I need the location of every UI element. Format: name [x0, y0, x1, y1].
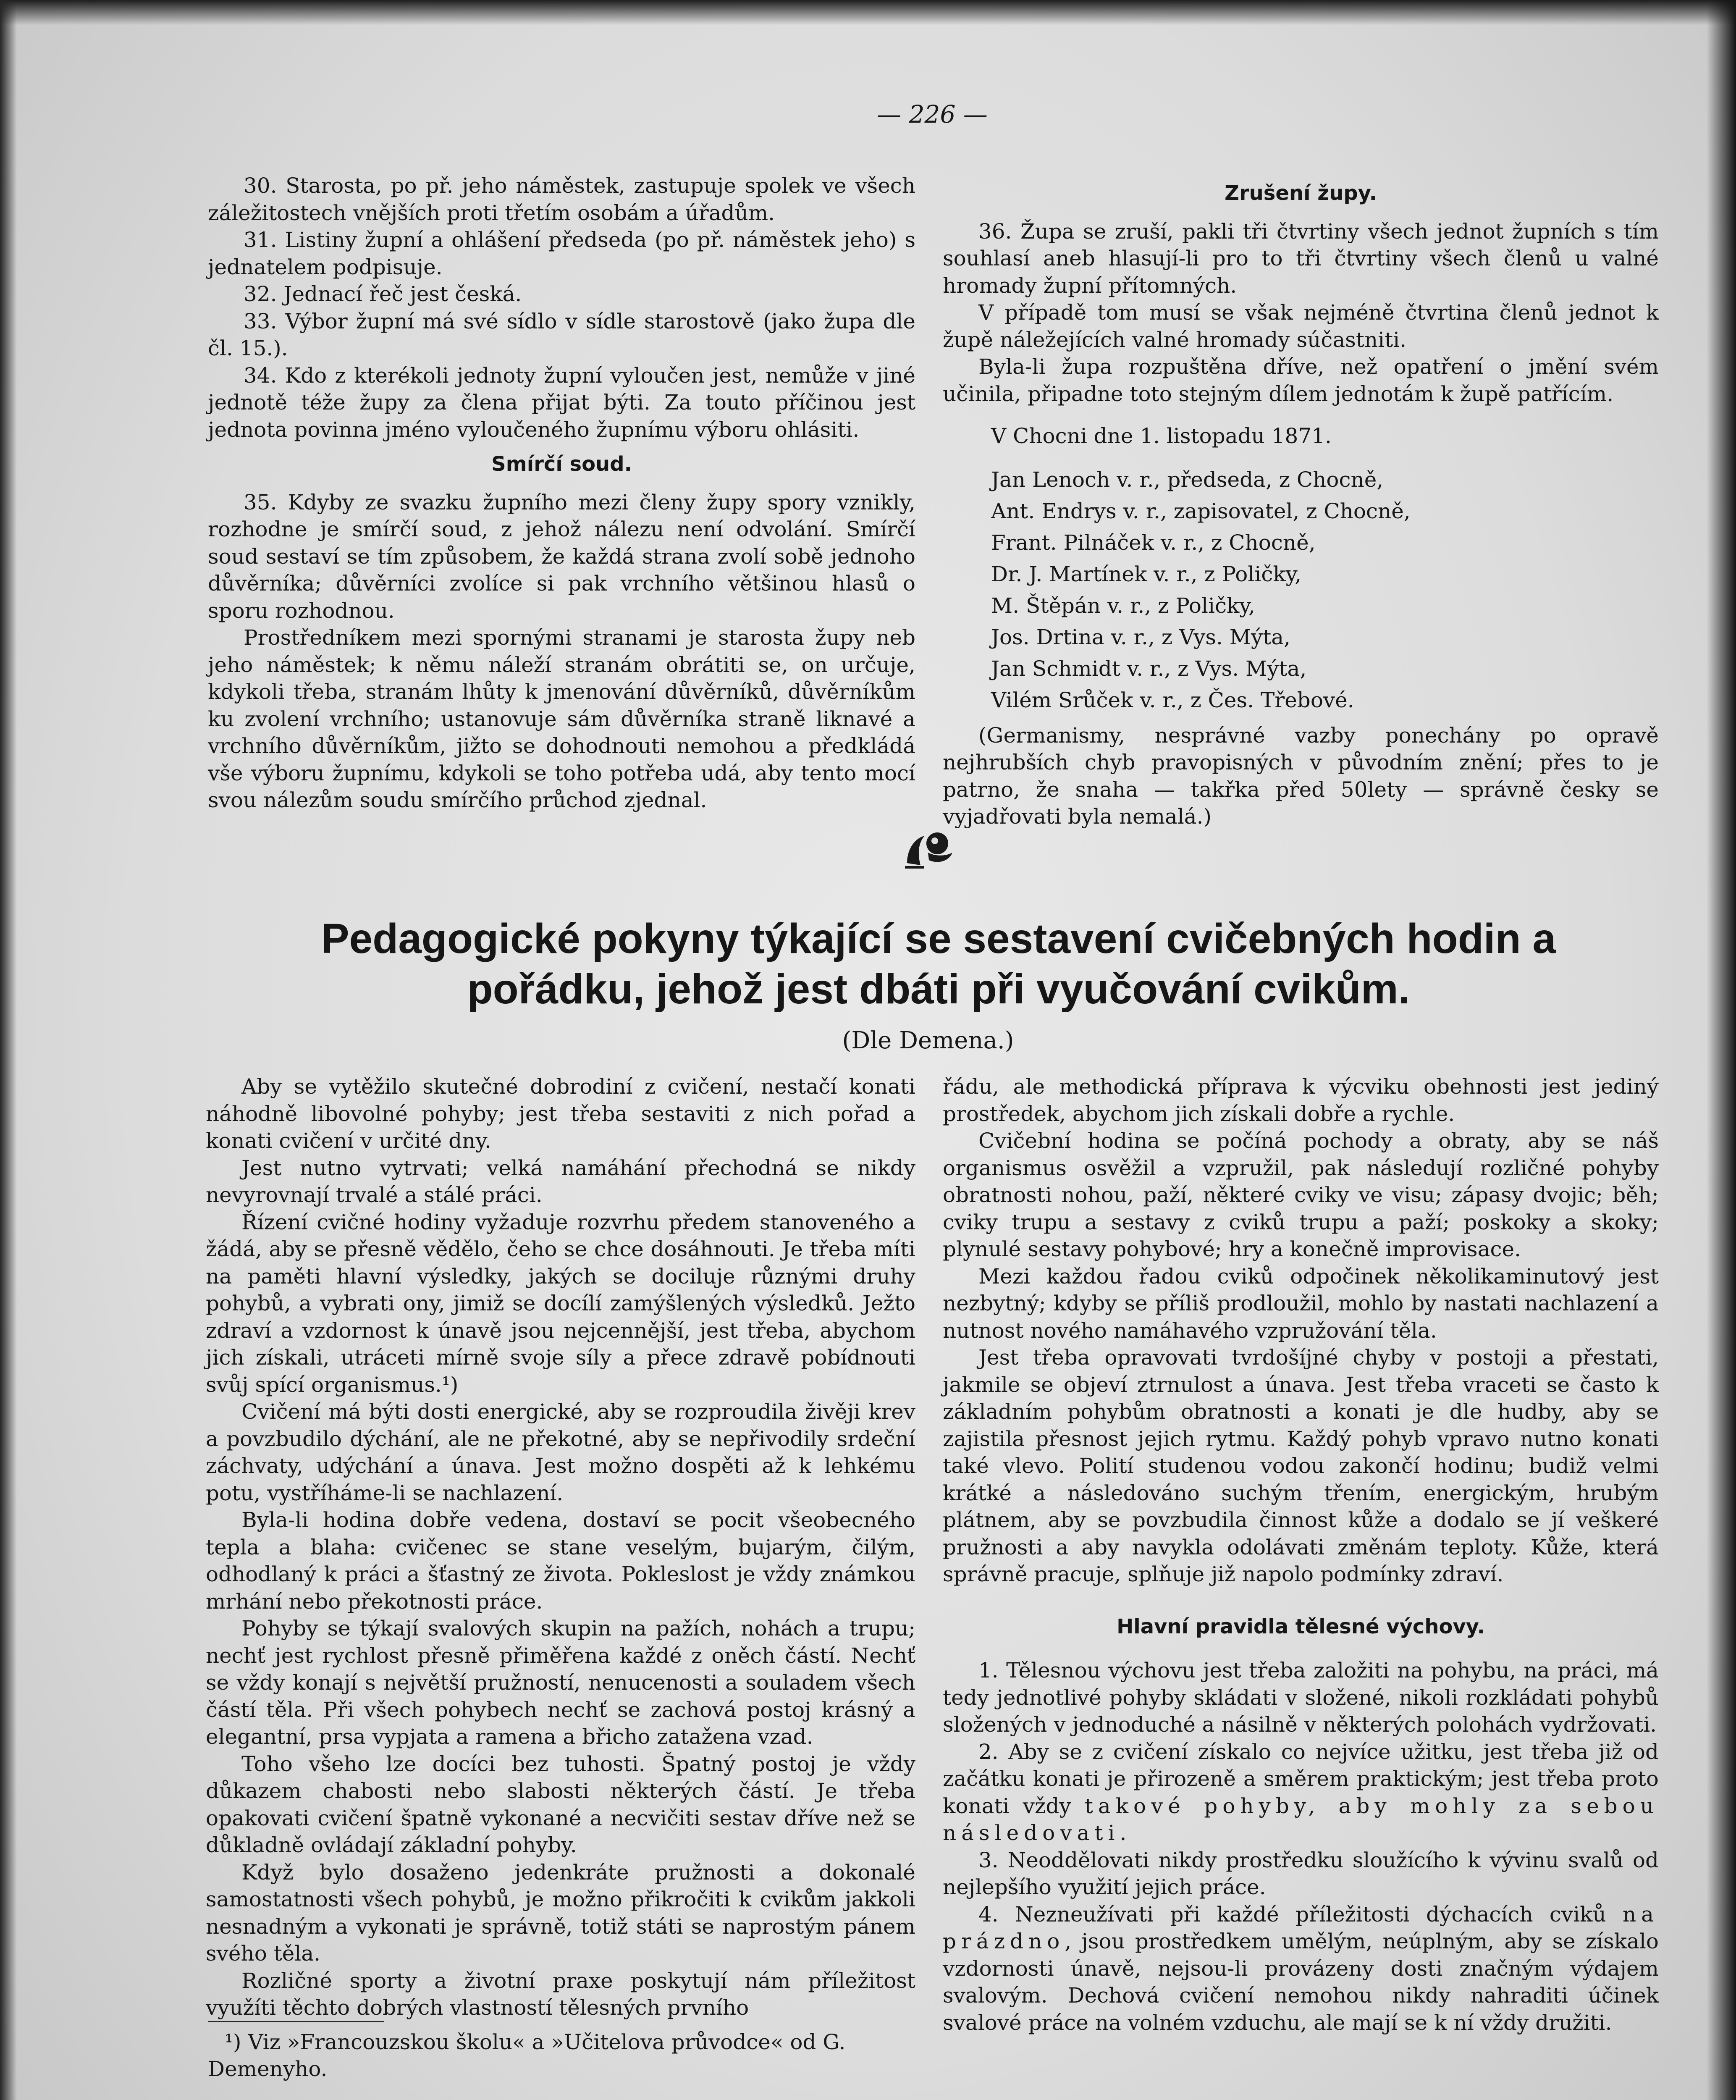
- paragraph: 32. Jednací řeč jest česká.: [244, 282, 522, 306]
- section-heading-main-rules: Hlavní pravidla tělesné výchovy.: [1117, 1614, 1485, 1638]
- paragraph: Cvičení má býti dosti energické, aby se rozproudila živěji krev a povzbudilo dýchání, ale ne překotné, aby se nepřivodily srdeční záchvaty, udýchání a únava. Jest možno dospěti až k lehkému potu, vystříháme-li se nachlazení.: [206, 1399, 915, 1505]
- rule-emphasis: na prázdno: [943, 1902, 1659, 1953]
- rule-text: 2. Aby se z cvičení získalo co nejvíce užitku, jest třeba již od začátku konati je přirozeně a směrem praktickým; jest třeba proto konati vždy: [943, 1739, 1659, 1818]
- footnote: ¹) Viz »Francouzskou školu« a »Učitelova průvodce« od G. Demenyho.: [208, 2030, 846, 2081]
- section-heading-dissolution: Zrušení župy.: [1225, 181, 1377, 205]
- paragraph: Aby se vytěžilo skutečné dobrodiní z cvičení, nestačí konati náhodně libovolné pohyby; jest třeba sestaviti z nich pořad a konati cvičení v určité dny.: [206, 1074, 915, 1153]
- rule-item: [943, 1901, 1659, 2037]
- paragraph: 33. Výbor župní má své sídlo v sídle starostově (jako župa dle čl. 15.).: [208, 309, 915, 360]
- scan-edge-top: [0, 0, 1736, 25]
- signer: Frant. Pilnáček v. r., z Chocně,: [991, 530, 1316, 555]
- signers-list: [943, 464, 1659, 716]
- scan-edge-right: [1707, 0, 1736, 2100]
- editorial-note: (Germanismy, nesprávné vazby ponechány po opravě nejhrubších chyb pravopisných v původním znění; přes to je patrno, že snaha — takřka před 50lety — správně česky se vyjadřovati byla nemalá.): [943, 723, 1659, 829]
- paragraph: 35. Kdyby ze svazku župního mezi členy župy spory vznikly, rozhodne je smírčí soud, z jehož nálezu není odvolání. Smírčí soud sestaví se tím způsobem, že každá strana zvolí sobě jednoho důvěrníka; důvěrníci zvolíce si pak vrchního většinou hlasů o sporu rozhodnou.: [208, 490, 915, 623]
- article-title-line: pořádku, jehož jest dbáti při vyučování cvikům.: [467, 966, 1410, 1013]
- signer: Jan Lenoch v. r., předseda, z Chocně,: [991, 467, 1384, 492]
- signer: Dr. J. Martínek v. r., z Poličky,: [991, 562, 1302, 586]
- signer: Jos. Drtina v. r., z Vys. Mýta,: [991, 625, 1291, 649]
- paragraph: 31. Listiny župní a ohlášení předseda (po př. náměstek jeho) s jednatelem podpisuje.: [208, 228, 915, 279]
- article-title-line: Pedagogické pokyny týkající se sestavení cvičebných hodin a: [321, 915, 1556, 962]
- paragraph: Řízení cvičné hodiny vyžaduje rozvrhu předem stanoveného a žádá, aby se přesně vědělo, čeho se chce dosáhnouti. Je třeba míti na paměti hlavní výsledky, jakých se dociluje různými druhy pohybů, a vybrati ony, jimiž se docílí zamýšlených výsledků. Ježto zdraví a vzdornost k únavě jsou nejcennější, jest třeba, abychom jich získali, utráceti mírně svoje síly a přece zdravě pobídnouti svůj spící organismus.¹): [206, 1210, 915, 1397]
- paragraph: Když bylo dosaženo jedenkráte pružnosti a dokonalé samostatnosti všech pohybů, je možno přikročiti k cvikům jakkoli nesnadným a vykonati je správně, totiž státi se naprostým pánem svého těla.: [206, 1860, 915, 1966]
- paragraph: 30. Starosta, po př. jeho náměstek, zastupuje spolek ve všech záležitostech vnějších proti třetím osobám a úřadům.: [208, 173, 915, 225]
- paragraph: 36. Župa se zruší, pakli tři čtvrtiny všech jednot župních s tím souhlasí aneb hlasují-li pro to tři čtvrtiny všech členů u valné hromady župní přítomných.: [943, 219, 1659, 298]
- paragraph: 34. Kdo z kterékoli jednoty župní vyloučen jest, nemůže v jiné jednotě téže župy za člena přijat býti. Za touto příčinou jest jednota povinna jméno vyloučeného župnímu výboru ohlásiti.: [208, 363, 915, 442]
- paragraph: V případě tom musí se však nejméně čtvrtina členů jednot k župě náležejících valné hromady súčastniti.: [943, 300, 1659, 352]
- paragraph: Jest třeba opravovati tvrdošíjné chyby v postoji a přestati, jakmile se objeví ztrnulost a únava. Jest třeba vraceti se často k základním pohybům obratnosti a konati je dle hudby, aby se zajistila přesnost jejich rytmu. Každý pohyb vpravo nutno konati také vlevo. Polití studenou vodou zakončí hodinu; budiž velmi krátké a následováno suchým třením, energickým, hrubým plátnem, aby se povzbudila činnost kůže a dodalo se jí veškeré pružnosti a aby navykla odolávati změnám teploty. Kůže, která správně pracuje, splňuje již napolo podmínky zdraví.: [943, 1345, 1659, 1586]
- signer: Jan Schmidt v. r., z Vys. Mýta,: [991, 656, 1307, 681]
- paragraph: Toho všeho lze docíci bez tuhosti. Špatný postoj je vždy důkazem chabosti nebo slabosti některých částí. Je třeba opakovati cvičení špatně vykonané a necvičiti sestav dříve než se důkladně ovládají základní pohyby.: [206, 1751, 915, 1857]
- signer: Vilém Srůček v. r., z Čes. Třebové.: [991, 688, 1354, 712]
- paragraph: řádu, ale methodická příprava k výcviku obehnosti jest jediný prostředek, abychom jich získali dobře a rychle.: [943, 1074, 1659, 1126]
- top-right-column: [943, 172, 1659, 830]
- scan-edge-left: [0, 0, 17, 2100]
- date-line: V Chocni dne 1. listopadu 1871.: [991, 424, 1332, 448]
- paragraph: Byla-li župa rozpuštěna dříve, než opatření o jmění svém učinila, připadne toto stejným dílem jednotám k župě patřícím.: [943, 354, 1659, 406]
- paragraph: Rozličné sporty a životní praxe poskytují nám příležitost využíti těchto dobrých vlastností tělesných prvního: [206, 1968, 915, 2020]
- paragraph: Cvičební hodina se počíná pochody a obraty, aby se náš organismus osvěžil a vzpružil, pak následují rozličné pohyby obratnosti nohou, paží, některé cviky ve visu; zápasy dvojic; běh; cviky trupu a sestavy z cviků trupu a paží; poskoky a skoky; plynulé sestavy pohybové; hry a konečně improvisace.: [943, 1129, 1659, 1261]
- signer: M. Štěpán v. r., z Poličky,: [991, 593, 1255, 618]
- article-title: [193, 914, 1684, 1014]
- rule-text: , jsou prostředkem umělým, neúplným, aby se získalo vzdornosti únavě, nejsou-li provázeny dosti značným výdajem svalovým. Dechová cvičení nemohou nikdy nahraditi účinek svalové práce na volném vzduchu, ale mají se k ní vždy družiti.: [943, 1929, 1659, 2035]
- rule-item: 3. Neoddělovati nikdy prostředku sloužícího k vývinu svalů od nejlepšího využití jejich práce.: [943, 1848, 1659, 1899]
- section-heading-arbitration: Smírčí soud.: [491, 452, 632, 476]
- footnote-divider: [208, 2021, 384, 2022]
- top-left-column: [208, 172, 915, 814]
- paragraph: Mezi každou řadou cviků odpočinek několikaminutový jest nezbytný; kdyby se příliš prodloužil, mohlo by nastati nachlazení a nutnost nového namáhavého vzpružování těla.: [943, 1264, 1659, 1343]
- paragraph: Prostředníkem mezi spornými stranami je starosta župy neb jeho náměstek; k němu náleží stranám obrátiti se, on určuje, kdykoli třeba, stranám lhůty k jmenování důvěrníků, důvěrníkům ku zvolení vrchního; ustanovuje sám důvěrníka straně liknavé a vrchního důvěrníkům, jižto se dohodnouti nemohou a předkládá vše výboru župnímu, kdykoli se toho potřeba udá, aby tento mocí svou nálezům soudu smírčího průchod zjednal.: [208, 625, 915, 812]
- rule-text: 4. Nezneužívati při každé příležitosti dýchacích cviků: [978, 1902, 1623, 1927]
- article-subtitle: (Dle Demena.): [842, 1027, 1014, 1054]
- floral-ornament-icon: [899, 823, 962, 874]
- bottom-left-column: [206, 1073, 915, 2021]
- bottom-right-column: [943, 1073, 1659, 2036]
- signer: Ant. Endrys v. r., zapisovatel, z Chocně,: [991, 499, 1411, 523]
- rule-emphasis: takové pohyby, aby mohly za sebou následovati.: [943, 1793, 1659, 1845]
- paragraph: Pohyby se týkají svalových skupin na pažích, nohách a trupu; nechť jest rychlost přesně přiměřena každé z oněch částí. Nechť se vždy konají s největší pružností, nenucenosti a souladem všech částí těla. Při všech pohybech nechť se zachová postoj krásný a elegantní, prsa vypjata a ramena a břicho zatažena vzad.: [206, 1616, 915, 1749]
- rule-item: [943, 1738, 1659, 1847]
- paragraph: Jest nutno vytrvati; velká namáhání přechodná se nikdy nevyrovnají trvalé a stálé práci.: [206, 1155, 915, 1207]
- rule-item: 1. Tělesnou výchovu jest třeba založiti na pohybu, na práci, má tedy jednotlivé pohyby skládati v složené, nikoli rozkládati pohybů složených v jednoduché a násilně v některých polohách vydržovati.: [943, 1658, 1659, 1737]
- paragraph: Byla-li hodina dobře vedena, dostaví se pocit všeobecného tepla a blaha: cvičenec se stane veselým, bujarým, čilým, odhodlaný k práci a šťastný ze života. Pokleslost je vždy známkou mrhání nebo překotnosti práce.: [206, 1508, 915, 1614]
- page-number: — 226 —: [877, 100, 988, 129]
